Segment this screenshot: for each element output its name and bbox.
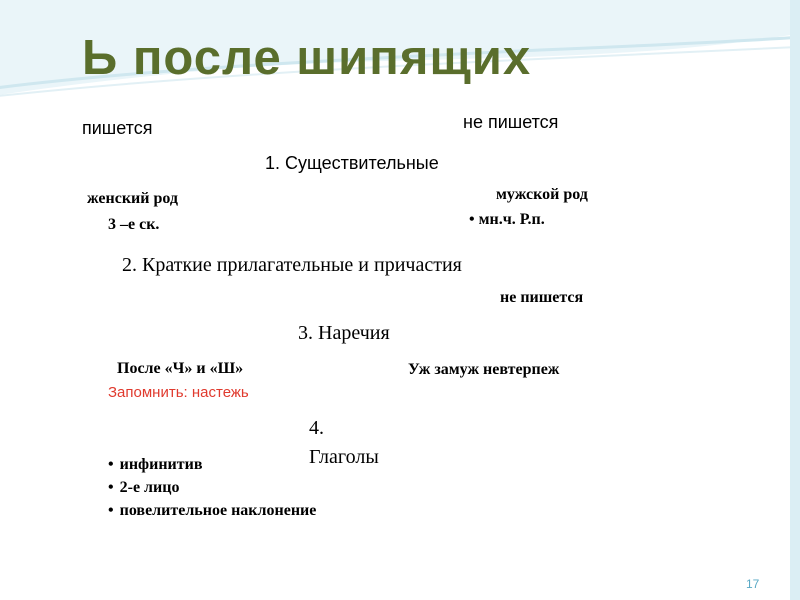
page-number: 17	[746, 577, 760, 591]
list-item: • 2-е лицо	[108, 476, 316, 499]
slide-title: Ь после шипящих	[82, 31, 532, 85]
list-item: • инфинитив	[108, 453, 316, 476]
right-frame-strip	[790, 0, 800, 600]
section1-right-bullet	[469, 211, 545, 229]
section3-right-line1: Уж замуж невтерпеж	[408, 361, 560, 378]
section4-heading: Глаголы	[309, 446, 379, 468]
section3-left-line1: После «Ч» и «Ш»	[117, 360, 244, 377]
section2-heading: 2. Краткие прилагательные и причастия	[122, 254, 462, 276]
verb-forms-list	[108, 453, 316, 522]
section1-right-line2: мн.ч. Р.п.	[478, 211, 545, 228]
header-written: пишется	[82, 118, 153, 138]
section2-right-note: не пишется	[500, 289, 584, 306]
section3-remember-note: Запомнить: настежь	[108, 384, 249, 401]
section1-left-line1: женский род	[87, 190, 178, 207]
section1-left-line2: 3 –е ск.	[108, 216, 160, 233]
header-not-written: не пишется	[463, 112, 559, 132]
list-item: • повелительное наклонение	[108, 499, 316, 522]
section4-heading-number: 4.	[309, 417, 324, 439]
section3-heading: 3. Наречия	[298, 322, 390, 344]
section1-right-line1: мужской род	[496, 186, 588, 203]
bullet-marker: •	[469, 211, 479, 228]
section1-heading: 1. Существительные	[265, 153, 439, 173]
